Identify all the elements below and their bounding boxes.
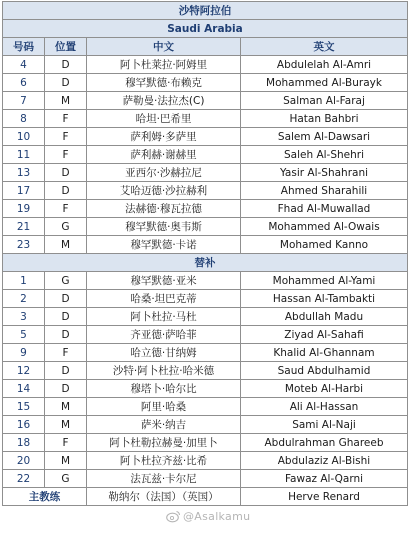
substitute-row (3, 398, 408, 416)
player-position: M (45, 236, 87, 254)
player-position: D (45, 290, 87, 308)
team-title-cn: 沙特阿拉伯 (3, 2, 408, 20)
subtitle-row (3, 20, 408, 38)
player-name-cn: 阿卜杜勒拉赫曼·加里卜 (87, 434, 241, 452)
player-name-cn: 哈立德·甘纳姆 (87, 344, 241, 362)
player-position: D (45, 182, 87, 200)
starter-row (3, 56, 408, 74)
player-name-en: Abdullah Madu (241, 308, 408, 326)
player-number: 13 (3, 164, 45, 182)
player-name-en: Abdulrahman Ghareeb (241, 434, 408, 452)
player-name-cn: 萨利姆·多萨里 (87, 128, 241, 146)
player-position: M (45, 92, 87, 110)
player-name-en: Hatan Bahbri (241, 110, 408, 128)
player-position: F (45, 344, 87, 362)
player-name-en: Fawaz Al-Qarni (241, 470, 408, 488)
player-name-en: Abdulelah Al-Amri (241, 56, 408, 74)
column-header-row (3, 38, 408, 56)
player-number: 22 (3, 470, 45, 488)
player-name-en: Mohammed Al-Burayk (241, 74, 408, 92)
player-position: F (45, 128, 87, 146)
player-number: 11 (3, 146, 45, 164)
player-name-en: Saud Abdulhamid (241, 362, 408, 380)
player-name-en: Moteb Al-Harbi (241, 380, 408, 398)
substitute-row (3, 416, 408, 434)
player-number: 14 (3, 380, 45, 398)
player-name-cn: 萨米·纳吉 (87, 416, 241, 434)
column-header-position: 位置 (45, 38, 87, 56)
substitutes-label: 替补 (3, 254, 408, 272)
substitutes-header-row (3, 254, 408, 272)
coach-name-cn: 勒纳尔（法国）（英国） (87, 488, 241, 506)
coach-name-en: Herve Renard (241, 488, 408, 506)
team-title-en: Saudi Arabia (3, 20, 408, 38)
player-position: M (45, 416, 87, 434)
column-header-chinese: 中文 (87, 38, 241, 56)
player-name-cn: 阿里·哈桑 (87, 398, 241, 416)
player-number: 19 (3, 200, 45, 218)
player-name-en: Khalid Al-Ghannam (241, 344, 408, 362)
player-number: 10 (3, 128, 45, 146)
player-number: 5 (3, 326, 45, 344)
player-name-cn: 亚西尔·沙赫拉尼 (87, 164, 241, 182)
player-name-cn: 哈桑·坦巴克蒂 (87, 290, 241, 308)
player-position: D (45, 74, 87, 92)
substitute-row (3, 434, 408, 452)
player-position: M (45, 398, 87, 416)
player-position: G (45, 470, 87, 488)
player-number: 20 (3, 452, 45, 470)
substitute-row (3, 308, 408, 326)
player-name-en: Mohammed Al-Yami (241, 272, 408, 290)
player-name-en: Ali Al-Hassan (241, 398, 408, 416)
weibo-icon (166, 509, 181, 523)
player-name-en: Hassan Al-Tambakti (241, 290, 408, 308)
player-number: 9 (3, 344, 45, 362)
substitute-row (3, 470, 408, 488)
player-name-cn: 穆塔卜·哈尔比 (87, 380, 241, 398)
starter-row (3, 74, 408, 92)
player-position: F (45, 146, 87, 164)
substitute-row (3, 272, 408, 290)
player-name-cn: 艾哈迈德·沙拉赫利 (87, 182, 241, 200)
player-name-cn: 阿卜杜拉齐兹·比希 (87, 452, 241, 470)
column-header-number: 号码 (3, 38, 45, 56)
player-name-cn: 萨利赫·谢赫里 (87, 146, 241, 164)
player-position: D (45, 56, 87, 74)
player-name-cn: 萨勒曼·法拉杰(C) (87, 92, 241, 110)
player-name-en: Saleh Al-Shehri (241, 146, 408, 164)
starter-row (3, 236, 408, 254)
player-number: 21 (3, 218, 45, 236)
player-number: 17 (3, 182, 45, 200)
player-number: 18 (3, 434, 45, 452)
player-position: G (45, 218, 87, 236)
player-name-en: Ziyad Al-Sahafi (241, 326, 408, 344)
player-position: F (45, 110, 87, 128)
player-number: 12 (3, 362, 45, 380)
player-name-cn: 齐亚德·萨哈菲 (87, 326, 241, 344)
player-name-en: Salman Al-Faraj (241, 92, 408, 110)
player-position: G (45, 272, 87, 290)
coach-label: 主教练 (3, 488, 87, 506)
player-number: 4 (3, 56, 45, 74)
starter-row (3, 92, 408, 110)
player-name-cn: 沙特·阿卜杜拉·哈米德 (87, 362, 241, 380)
player-name-en: Mohamed Kanno (241, 236, 408, 254)
starter-row (3, 110, 408, 128)
player-name-en: Abdulaziz Al-Bishi (241, 452, 408, 470)
starter-row (3, 182, 408, 200)
player-position: D (45, 308, 87, 326)
player-name-en: Sami Al-Naji (241, 416, 408, 434)
player-name-cn: 法瓦兹·卡尔尼 (87, 470, 241, 488)
starter-row (3, 218, 408, 236)
player-number: 7 (3, 92, 45, 110)
substitute-row (3, 326, 408, 344)
player-position: D (45, 362, 87, 380)
column-header-english: 英文 (241, 38, 408, 56)
player-number: 2 (3, 290, 45, 308)
player-number: 6 (3, 74, 45, 92)
player-name-cn: 阿卜杜拉·马杜 (87, 308, 241, 326)
player-number: 15 (3, 398, 45, 416)
starter-row (3, 200, 408, 218)
substitute-row (3, 452, 408, 470)
starter-row (3, 146, 408, 164)
roster-table (2, 1, 408, 506)
player-number: 23 (3, 236, 45, 254)
player-position: M (45, 452, 87, 470)
substitute-row (3, 290, 408, 308)
player-position: F (45, 434, 87, 452)
player-name-cn: 法赫德·穆瓦拉德 (87, 200, 241, 218)
player-name-cn: 穆罕默德·奥韦斯 (87, 218, 241, 236)
substitute-row (3, 344, 408, 362)
player-number: 1 (3, 272, 45, 290)
player-number: 3 (3, 308, 45, 326)
player-number: 8 (3, 110, 45, 128)
player-name-en: Salem Al-Dawsari (241, 128, 408, 146)
player-number: 16 (3, 416, 45, 434)
player-name-en: Mohammed Al-Owais (241, 218, 408, 236)
substitute-row (3, 380, 408, 398)
starter-row (3, 128, 408, 146)
player-position: D (45, 326, 87, 344)
player-name-cn: 阿卜杜莱拉·阿姆里 (87, 56, 241, 74)
player-name-cn: 穆罕默德·亚米 (87, 272, 241, 290)
starter-row (3, 164, 408, 182)
player-position: D (45, 164, 87, 182)
substitute-row (3, 362, 408, 380)
player-name-en: Ahmed Sharahili (241, 182, 408, 200)
player-name-en: Fhad Al-Muwallad (241, 200, 408, 218)
player-position: D (45, 380, 87, 398)
player-name-cn: 穆罕默德·卡诺 (87, 236, 241, 254)
player-name-cn: 哈坦·巴希里 (87, 110, 241, 128)
watermark: @Asalkamu (183, 510, 251, 523)
player-position: F (45, 200, 87, 218)
title-row (3, 2, 408, 20)
player-name-cn: 穆罕默德·布赖克 (87, 74, 241, 92)
player-name-en: Yasir Al-Shahrani (241, 164, 408, 182)
coach-row (3, 488, 408, 506)
